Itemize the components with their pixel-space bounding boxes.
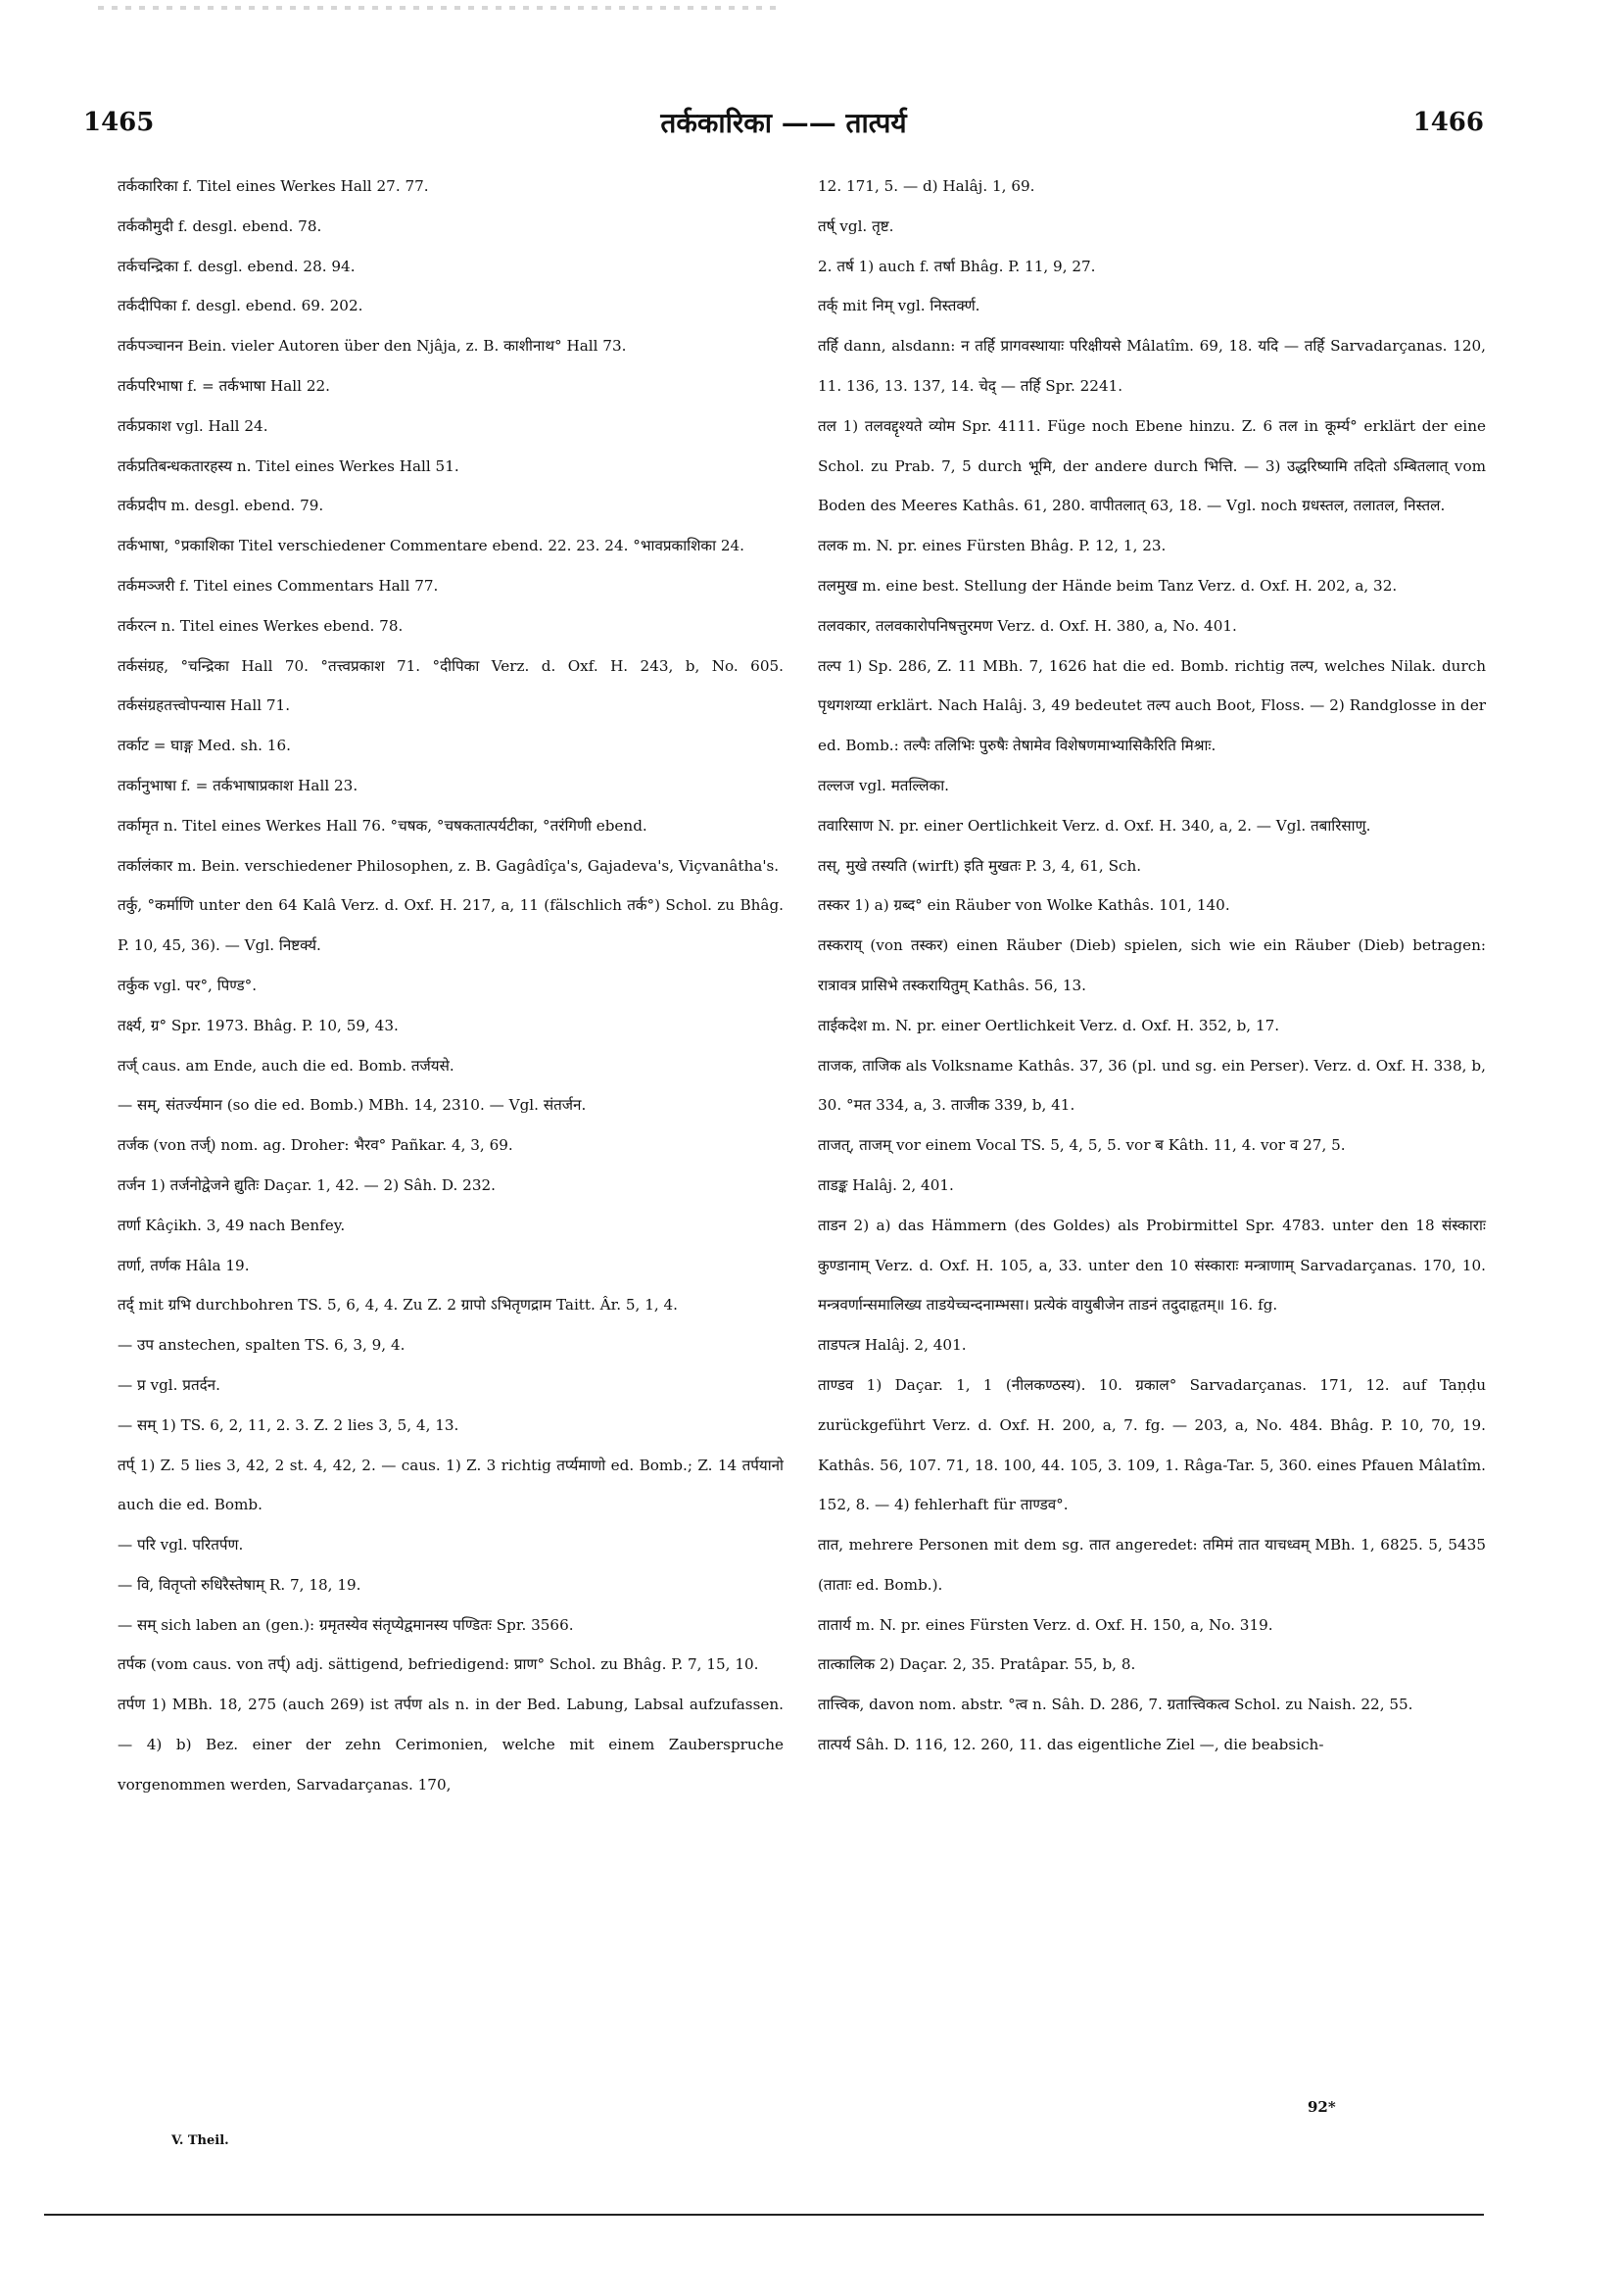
dictionary-entry: — सम् sich laben an (gen.): ग्रमृतस्येव संतृप्येद्वमानस्य पण्डितः Spr. 3566. xyxy=(118,1615,574,1634)
page-header xyxy=(83,108,1484,147)
dictionary-entry: तर्ककारिका f. Titel eines Werkes Hall 27. 77. xyxy=(118,177,429,195)
dictionary-entry: 2. तर्ष 1) auch f. तर्षा Bhâg. P. 11, 9, 27. xyxy=(818,257,1096,275)
right-column xyxy=(818,167,1486,1765)
dictionary-entry: ताडङ्क Halâj. 2, 401. xyxy=(818,1175,954,1194)
dictionary-entry: तर्कालंकार m. Bein. verschiedener Philosophen, z. B. Gagâdîça's, Gajadeva's, Viçvanâtha's. xyxy=(118,856,780,875)
dictionary-entry: तल्लज vgl. मतल्लिका. xyxy=(818,776,949,794)
dictionary-entry: — उप anstechen, spalten TS. 6, 3, 9, 4. xyxy=(118,1336,406,1355)
dictionary-entry: तर्कुक vgl. पर°, पिण्ड°. xyxy=(118,976,258,994)
dictionary-entry: ताजक, ताजिक als Volksname Kathâs. 37, 36 (pl. und sg. ein Perser). Verz. d. Oxf. H. 338, b, 30. °मत 334, a, 3. ताजीक 339, b, 41. xyxy=(818,1056,1486,1115)
left-column xyxy=(118,167,784,1805)
dictionary-entry: तर्णा, तर्णक Hâla 19. xyxy=(118,1256,250,1274)
dictionary-entry: तातार्य m. N. pr. eines Fürsten Verz. d. Oxf. H. 150, a, No. 319. xyxy=(818,1615,1273,1634)
dictionary-entry: तात, mehrere Personen mit dem sg. तात angeredet: तमिमं तात याचध्वम् MBh. 1, 6825. 5, 5435 (ताताः ed. Bomb.). xyxy=(818,1536,1486,1594)
dictionary-entry: — प्र vgl. प्रतर्दन. xyxy=(118,1375,220,1394)
dictionary-entry: तस्कराय् (von तस्कर) einen Räuber (Dieb) spielen, sich wie ein Räuber (Dieb) betragen: रात्रावत्र प्रासिभे तस्करायितुम् Kathâs. 56, 13. xyxy=(818,936,1486,994)
dictionary-entry: ताण्डव 1) Daçar. 1, 1 (नीलकण्ठस्य). 10. ग्रकाल° Sarvadarçanas. 171, 12. auf Taṇḍu zurückgeführt Verz. d. Oxf. H. 200, a, 7. fg. — 203, a, No. 484. Bhâg. P. 10, 70, 19. Kathâs. 56, 107. 71, 18. 100, 44. 105, 3. 109, 1. Râga-Tar. 5, 360. eines Pfauen Mâlatîm. 152, 8. — 4) fehlerhaft für ताण्डव°. xyxy=(818,1375,1486,1514)
dictionary-entry: तवारिसाण N. pr. einer Oertlichkeit Verz. d. Oxf. H. 340, a, 2. — Vgl. तबारिसाणु. xyxy=(818,816,1371,835)
dictionary-entry: तर्जक (von तर्ज्) nom. ag. Droher: भैरव° Pañkar. 4, 3, 69. xyxy=(118,1136,513,1155)
dictionary-entry: तर्कु, °कर्माणि unter den 64 Kalâ Verz. d. Oxf. H. 217, a, 11 (fälschlich तर्क°) Schol. zu Bhâg. P. 10, 45, 36). — Vgl. निष्टर्क्य. xyxy=(118,896,784,955)
dictionary-entry: तर्कप्रतिबन्धकतारहस्य n. Titel eines Werkes Hall 51. xyxy=(118,456,459,475)
dictionary-entry: ताडन 2) a) das Hämmern (des Goldes) als Probirmittel Spr. 4783. unter den 18 संस्काराः कुण्डानाम् Verz. d. Oxf. H. 105, a, 33. unter den 10 संस्काराः मन्त्राणाम् Sarvadarçanas. 170, 10. मन्त्रवर्णान्समालिख्य ताडयेच्चन्दनाम्भसा। प्रत्येकं वायुबीजेन ताडनं तदुदाहृतम्॥ 16. fg. xyxy=(818,1216,1486,1315)
dictionary-entry: तर्ककौमुदी f. desgl. ebend. 78. xyxy=(118,216,322,235)
dictionary-entry: तर्कसंग्रह, °चन्द्रिका Hall 70. °तत्त्वप्रकाश 71. °दीपिका Verz. d. Oxf. H. 243, b, No. 605. तर्कसंग्रहतत्त्वोपन्यास Hall 71. xyxy=(118,656,784,715)
dictionary-entry: तर्कदीपिका f. desgl. ebend. 69. 202. xyxy=(118,297,363,315)
dictionary-entry: तर्कानुभाषा f. = तर्कभाषाप्रकाश Hall 23. xyxy=(118,776,358,794)
dictionary-entry: तर्कामृत n. Titel eines Werkes Hall 76. °चषक, °चषकतात्पर्यटीका, °तरंगिणी ebend. xyxy=(118,816,647,835)
dictionary-entry: तर्हि dann, alsdann: न तर्हि प्रागवस्थायाः परिक्षीयसे Mâlatîm. 69, 18. यदि — तर्हि Sarvadarçanas. 120, 11. 136, 13. 137, 14. चेद् — तर्हि Spr. 2241. xyxy=(818,337,1486,395)
dictionary-entry: तर्कप्रकाश vgl. Hall 24. xyxy=(118,416,268,435)
dictionary-entry: — सम् 1) TS. 6, 2, 11, 2. 3. Z. 2 lies 3, 5, 4, 13. xyxy=(118,1415,459,1434)
dictionary-entry: तर्करत्न n. Titel eines Werkes ebend. 78. xyxy=(118,616,404,635)
dictionary-entry: तलवकार, तलवकारोपनिषत्तुरमण Verz. d. Oxf. H. 380, a, No. 401. xyxy=(818,616,1237,635)
dictionary-entry: ताईकदेश m. N. pr. einer Oertlichkeit Verz. d. Oxf. H. 352, b, 17. xyxy=(818,1016,1280,1034)
signature-mark: 92* xyxy=(1308,2098,1336,2116)
dictionary-entry: तर्कपञ्चानन Bein. vieler Autoren über den Njâja, z. B. काशीनाथ° Hall 73. xyxy=(118,337,627,356)
dictionary-entry: तर्ज् caus. am Ende, auch die ed. Bomb. तर्जयसे. xyxy=(118,1056,454,1075)
dictionary-entry: तात्कालिक 2) Daçar. 2, 35. Pratâpar. 55, b, 8. xyxy=(818,1655,1136,1674)
dictionary-entry: तर्द् mit ग्रभि durchbohren TS. 5, 6, 4, 4. Zu Z. 2 ग्रापो ऽभितृणद्राम Taitt. Âr. 5, 1, 4. xyxy=(118,1296,679,1315)
dictionary-entry: तर्कपरिभाषा f. = तर्कभाषा Hall 22. xyxy=(118,376,330,395)
dictionary-entry: तर्कचन्द्रिका f. desgl. ebend. 28. 94. xyxy=(118,257,356,275)
dictionary-entry: तर्कप्रदीप m. desgl. ebend. 79. xyxy=(118,497,324,515)
dictionary-entry: ताजत्, ताजम् vor einem Vocal TS. 5, 4, 5, 5. vor ब Kâth. 11, 4. vor व 27, 5. xyxy=(818,1136,1346,1155)
dictionary-entry: तर्क् mit निम् vgl. निस्तर्क्ण. xyxy=(818,297,980,315)
dictionary-entry: तलमुख m. eine best. Stellung der Hände beim Tanz Verz. d. Oxf. H. 202, a, 32. xyxy=(818,576,1398,595)
dictionary-entry: तर्कमञ्जरी f. Titel eines Commentars Hall 77. xyxy=(118,576,439,595)
scan-artifact xyxy=(98,6,784,10)
bottom-rule xyxy=(44,2214,1484,2216)
dictionary-entry: तर्जन 1) तर्जनोद्वेजने द्युतिः Daçar. 1, 42. — 2) Sâh. D. 232. xyxy=(118,1175,496,1194)
dictionary-entry: तस्, मुखे तस्यति (wirft) इति मुखतः P. 3, 4, 61, Sch. xyxy=(818,856,1142,875)
dictionary-entry: तात्पर्य Sâh. D. 116, 12. 260, 11. das eigentliche Ziel —, die beabsich- xyxy=(818,1736,1324,1754)
dictionary-entry: तर्प् 1) Z. 5 lies 3, 42, 2 st. 4, 42, 2. — caus. 1) Z. 3 richtig तर्प्यमाणो ed. Bomb.; Z. 14 तर्पयानो auch die ed. Bomb. xyxy=(118,1456,784,1514)
volume-note: V. Theil. xyxy=(171,2133,229,2148)
page-number-left: 1465 xyxy=(83,108,155,137)
dictionary-entry: तर्ष् vgl. तृष्ट. xyxy=(818,216,894,235)
dictionary-entry: तात्त्विक, davon nom. abstr. °त्व n. Sâh. D. 286, 7. ग्रतात्त्विकत्व Schol. zu Naish. 22, 55. xyxy=(818,1696,1413,1714)
dictionary-entry: — वि, वितृप्तो रुधिरैस्तेषाम् R. 7, 18, 19. xyxy=(118,1575,361,1594)
dictionary-entry: तर्णा Kâçikh. 3, 49 nach Benfey. xyxy=(118,1216,346,1234)
dictionary-entry: तल्प 1) Sp. 286, Z. 11 MBh. 7, 1626 hat die ed. Bomb. richtig तल्प, welches Nilak. durch पृथगशय्या erklärt. Nach Halâj. 3, 49 bedeutet तल्प auch Boot, Floss. — 2) Randglosse in der ed. Bomb.: तल्पैः तलिभिः पुरुषैः तेषामेव विशेषणमाभ्यासिकैरिति मिश्राः. xyxy=(818,656,1486,755)
dictionary-entry: तस्कर 1) a) ग्रब्द° ein Räuber von Wolke Kathâs. 101, 140. xyxy=(818,896,1230,915)
dictionary-entry: — सम्, संतर्ज्यमान (so die ed. Bomb.) MBh. 14, 2310. — Vgl. संतर्जन. xyxy=(118,1096,587,1115)
dictionary-entry: — परि vgl. परितर्पण. xyxy=(118,1536,244,1555)
dictionary-entry: तल 1) तलवद्दृश्यते व्योम Spr. 4111. Füge noch Ebene hinzu. Z. 6 तल in कूर्म्य° erklärt der eine Schol. zu Prab. 7, 5 durch भूमि, der andere durch भित्ति. — 3) उद्धरिष्यामि तदितो ऽम्बितलात् vom Boden des Meeres Kathâs. 61, 280. वापीतलात् 63, 18. — Vgl. noch ग्रधस्तल, तलातल, निस्तल. xyxy=(818,416,1486,515)
running-head: तर्ककारिका —— तात्पर्य xyxy=(660,107,907,139)
page-number-right: 1466 xyxy=(1412,108,1484,137)
dictionary-entry: 12. 171, 5. — d) Halâj. 1, 69. xyxy=(818,177,1035,195)
dictionary-entry: तर्काट = घाङ्ग Med. sh. 16. xyxy=(118,737,291,755)
dictionary-entry: तर्क्ष्य, ग्र° Spr. 1973. Bhâg. P. 10, 59, 43. xyxy=(118,1016,399,1034)
dictionary-entry: तलक m. N. pr. eines Fürsten Bhâg. P. 12, 1, 23. xyxy=(818,537,1167,555)
dictionary-entry: ताडपत्त्र Halâj. 2, 401. xyxy=(818,1336,967,1355)
dictionary-entry: तर्पण 1) MBh. 18, 275 (auch 269) ist तर्पण als n. in der Bed. Labung, Labsal aufzufassen. — 4) b) Bez. einer der zehn Cerimonien, welche mit einem Zauberspruche vorgenommen werden, Sarvadarçanas. 170, xyxy=(118,1696,784,1794)
dictionary-entry: तर्पक (vom caus. von तर्प्) adj. sättigend, befriedigend: प्राण° Schol. zu Bhâg. P. 7, 15, 10. xyxy=(118,1655,759,1674)
dictionary-entry: तर्कभाषा, °प्रकाशिका Titel verschiedener Commentare ebend. 22. 23. 24. °भावप्रकाशिका 24. xyxy=(118,537,744,555)
